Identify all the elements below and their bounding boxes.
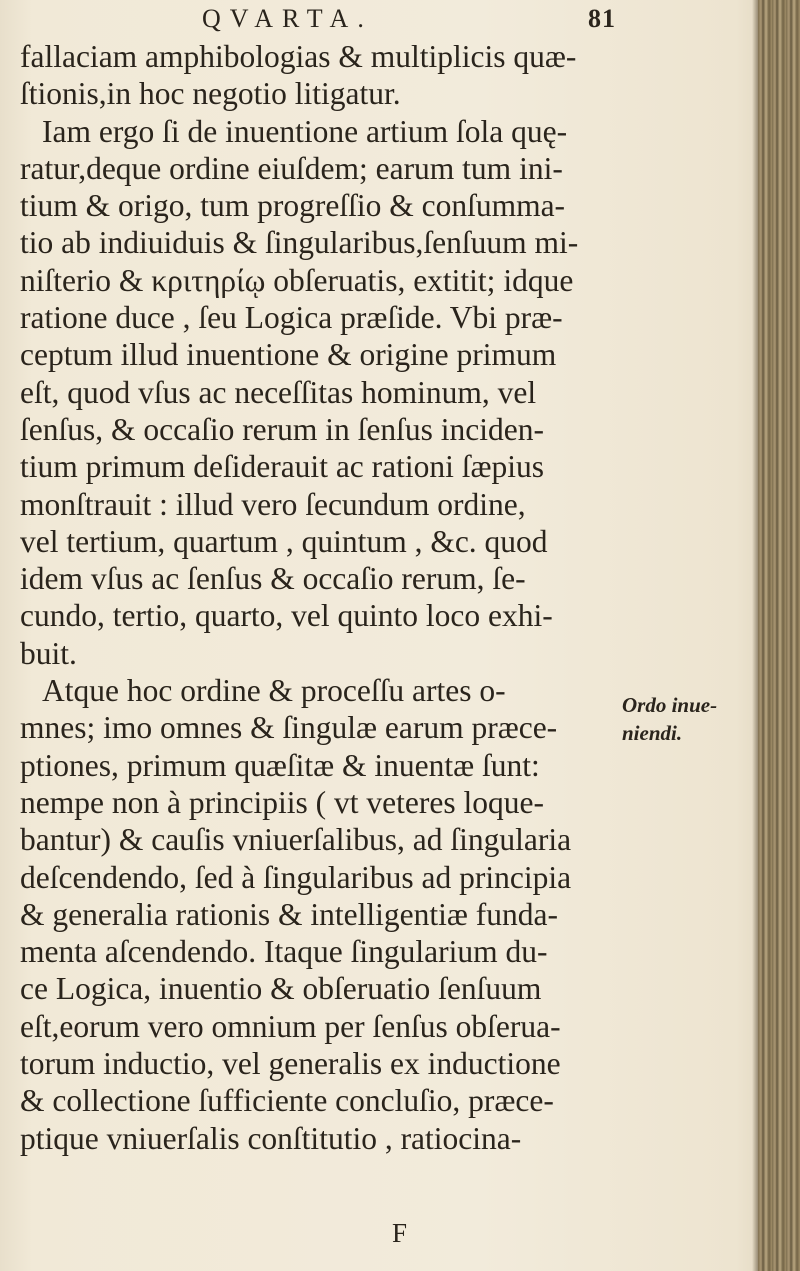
text-line: mnes; imo omnes & ſingulæ earum præce- bbox=[20, 710, 558, 746]
page-number: 81 bbox=[588, 4, 616, 33]
text-line: vel tertium, quartum , quintum , &c. quod bbox=[20, 523, 548, 559]
body-text bbox=[20, 38, 620, 1157]
margin-note-line-2: niendi. bbox=[622, 721, 683, 745]
text-line: eſt, quod vſus ac neceſſitas hominum, vel bbox=[20, 374, 537, 410]
text-line: niſterio & κριτηρίῳ obſeruatis, extitit; idque bbox=[20, 262, 574, 298]
text-line: bantur) & cauſis vniuerſalibus, ad ſingularia bbox=[20, 822, 572, 858]
text-line: eſt,eorum vero omnium per ſenſus obſerua- bbox=[20, 1008, 561, 1044]
text-line: ratur,deque ordine eiuſdem; earum tum ini- bbox=[20, 150, 563, 186]
running-title: QVARTA. bbox=[202, 4, 373, 33]
text-line: Atque hoc ordine & proceſſu artes o- bbox=[42, 673, 506, 709]
text-line: menta aſcendendo. Itaque ſingularium du- bbox=[20, 934, 548, 970]
text-line: ſtionis,in hoc negotio litigatur. bbox=[20, 76, 401, 112]
margin-note-line-1: Ordo inue- bbox=[622, 693, 718, 717]
text-line: & collectione ſufficiente concluſio, præce- bbox=[20, 1083, 554, 1119]
text-line: ratione duce , ſeu Logica præſide. Vbi præ- bbox=[20, 300, 563, 336]
text-line: torum inductio, vel generalis ex inductione bbox=[20, 1046, 561, 1082]
text-line: ptiones, primum quæſitæ & inuentæ ſunt: bbox=[20, 747, 540, 783]
text-line: ceptum illud inuentione & origine primum bbox=[20, 337, 557, 373]
text-line: ſenſus, & occaſio rerum in ſenſus inciden- bbox=[20, 411, 544, 447]
text-line: & generalia rationis & intelligentiæ funda- bbox=[20, 896, 558, 932]
text-line: ce Logica, inuentio & obſeruatio ſenſuum bbox=[20, 971, 542, 1007]
text-line: buit. bbox=[20, 635, 77, 671]
text-line: fallaciam amphibologias & multiplicis quæ- bbox=[20, 39, 577, 74]
text-line: deſcendendo, ſed à ſingularibus ad principia bbox=[20, 859, 572, 895]
text-line: tio ab indiuiduis & ſingularibus,ſenſuum mi- bbox=[20, 225, 579, 261]
signature-mark: F bbox=[392, 1218, 408, 1248]
text-line: idem vſus ac ſenſus & occaſio rerum, ſe- bbox=[20, 561, 526, 597]
page-header bbox=[202, 4, 742, 38]
text-line: nempe non à principiis ( vt veteres loque- bbox=[20, 784, 544, 820]
text-line: tium primum deſiderauit ac rationi ſæpius bbox=[20, 449, 545, 485]
text-line: tium & origo, tum progreſſio & conſumma- bbox=[20, 188, 566, 224]
book-binding bbox=[758, 0, 800, 1271]
text-line: Iam ergo ſi de inuentione artium ſola quę- bbox=[42, 113, 568, 149]
text-line: cundo, tertio, quarto, vel quinto loco exhi- bbox=[20, 598, 553, 634]
text-line: ptique vniuerſalis conſtitutio , ratiocina- bbox=[20, 1120, 522, 1156]
text-line: monſtrauit : illud vero ſecundum ordine, bbox=[20, 486, 526, 522]
